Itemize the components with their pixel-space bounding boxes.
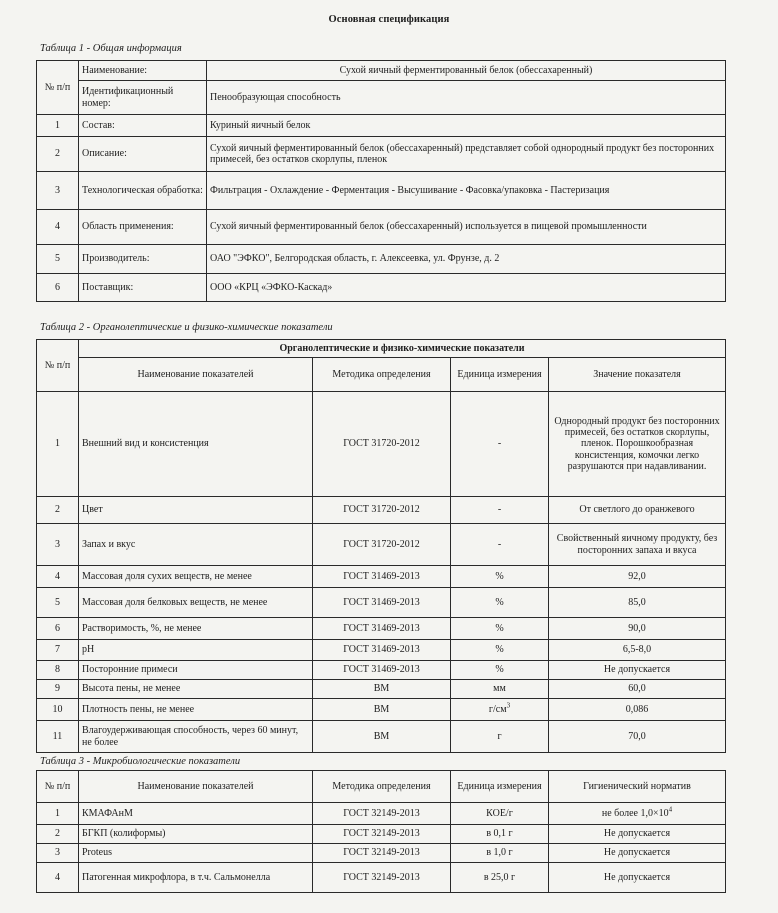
table1-caption: Таблица 1 - Общая информация: [40, 43, 182, 54]
row-method: ГОСТ 31469-2013: [313, 566, 451, 588]
row-name: Влагоудерживающая способность, через 60 минут, не более: [79, 721, 313, 753]
row-unit: -: [451, 497, 549, 524]
row-method: ГОСТ 31720-2012: [313, 392, 451, 497]
row-value: Сухой яичный ферментированный белок (обессахаренный) представляет собой однородный продукт без посторонних примесей, без остатков скорлупы, пленок: [207, 137, 726, 172]
table-row: [37, 825, 726, 844]
value-superscript: 4: [668, 805, 673, 814]
row-name: Proteus: [79, 844, 313, 863]
row-method: ВМ: [313, 680, 451, 699]
row-value: 92,0: [549, 566, 726, 588]
row-value: Сухой яичный ферментированный белок (обессахаренный): [207, 61, 726, 81]
row-unit: КОЕ/г: [451, 803, 549, 825]
row-unit: -: [451, 392, 549, 497]
row-num: 9: [37, 680, 79, 699]
row-value: [549, 803, 726, 825]
table-row: [37, 245, 726, 274]
row-value: Пенообразующая способность: [207, 81, 726, 115]
row-value: 6,5-8,0: [549, 640, 726, 661]
row-num: 1: [37, 392, 79, 497]
row-method: ГОСТ 31469-2013: [313, 618, 451, 640]
row-num: 5: [37, 245, 79, 274]
table-row: [37, 137, 726, 172]
table-row: [37, 524, 726, 566]
row-num: 11: [37, 721, 79, 753]
table-row: [37, 661, 726, 680]
row-name: Патогенная микрофлора, в т.ч. Сальмонелла: [79, 863, 313, 893]
row-name: Высота пены, не менее: [79, 680, 313, 699]
row-value: Не допускается: [549, 825, 726, 844]
table-row: [37, 274, 726, 302]
row-unit: -: [451, 524, 549, 566]
num-header: № п/п: [37, 771, 79, 803]
microbiological-table: [36, 770, 726, 893]
row-value: Однородный продукт без посторонних примесей, без остатков скорлупы, пленок. Порошкообразная консистенция, комочки легко разрушаются при надавливании.: [549, 392, 726, 497]
row-unit: мм: [451, 680, 549, 699]
value-header: Значение показателя: [549, 358, 726, 392]
row-method: ГОСТ 32149-2013: [313, 844, 451, 863]
row-label: Состав:: [79, 115, 207, 137]
value-header: Гигиенический норматив: [549, 771, 726, 803]
unit-header: Единица измерения: [451, 771, 549, 803]
row-name: pH: [79, 640, 313, 661]
row-unit: в 1,0 г: [451, 844, 549, 863]
row-unit: г: [451, 721, 549, 753]
table-row: [37, 497, 726, 524]
row-label: Поставщик:: [79, 274, 207, 302]
table-row: [37, 699, 726, 721]
table-header-row: [37, 340, 726, 358]
row-unit: [451, 699, 549, 721]
row-num: 6: [37, 618, 79, 640]
table-header-row: [37, 358, 726, 392]
unit-header: Единица измерения: [451, 358, 549, 392]
row-unit: в 25,0 г: [451, 863, 549, 893]
table-row: [37, 210, 726, 245]
row-value: Свойственный яичному продукту, без посторонних запаха и вкуса: [549, 524, 726, 566]
row-label: Область применения:: [79, 210, 207, 245]
table-row: [37, 721, 726, 753]
row-num: 10: [37, 699, 79, 721]
row-num: 4: [37, 210, 79, 245]
num-header: № п/п: [37, 61, 79, 115]
row-num: 3: [37, 172, 79, 210]
row-unit: %: [451, 640, 549, 661]
row-num: 1: [37, 115, 79, 137]
row-unit: в 0,1 г: [451, 825, 549, 844]
table-row: [37, 863, 726, 893]
row-label: Наименование:: [79, 61, 207, 81]
row-method: ГОСТ 31469-2013: [313, 640, 451, 661]
table-row: [37, 680, 726, 699]
row-value: Сухой яичный ферментированный белок (обессахаренный) используется в пищевой промышленности: [207, 210, 726, 245]
row-unit: %: [451, 588, 549, 618]
general-info-table: [36, 60, 726, 302]
row-num: 1: [37, 803, 79, 825]
row-method: ВМ: [313, 699, 451, 721]
name-header: Наименование показателей: [79, 358, 313, 392]
method-header: Методика определения: [313, 358, 451, 392]
row-num: 4: [37, 863, 79, 893]
row-value: 0,086: [549, 699, 726, 721]
row-num: 6: [37, 274, 79, 302]
table2-caption: Таблица 2 - Органолептические и физико-химические показатели: [40, 322, 333, 333]
row-name: КМАФАнМ: [79, 803, 313, 825]
row-value: Не допускается: [549, 661, 726, 680]
row-num: 8: [37, 661, 79, 680]
row-unit: %: [451, 661, 549, 680]
table-row: [37, 566, 726, 588]
table-row: [37, 172, 726, 210]
row-num: 5: [37, 588, 79, 618]
row-value: Куриный яичный белок: [207, 115, 726, 137]
table-row: [37, 640, 726, 661]
row-unit: %: [451, 618, 549, 640]
row-value: 60,0: [549, 680, 726, 699]
table-header-row: [37, 771, 726, 803]
row-value: ООО «КРЦ «ЭФКО-Каскад»: [207, 274, 726, 302]
unit-superscript: 3: [506, 701, 511, 710]
row-num: 2: [37, 825, 79, 844]
table-row: [37, 392, 726, 497]
row-unit: %: [451, 566, 549, 588]
organoleptic-table: [36, 339, 726, 753]
row-name: Цвет: [79, 497, 313, 524]
table-row: [37, 844, 726, 863]
row-label: Технологическая обработка:: [79, 172, 207, 210]
row-value: Не допускается: [549, 863, 726, 893]
row-method: ГОСТ 31720-2012: [313, 524, 451, 566]
table-row: [37, 61, 726, 81]
table-row: [37, 803, 726, 825]
row-method: ГОСТ 31720-2012: [313, 497, 451, 524]
row-value: 90,0: [549, 618, 726, 640]
row-value: Не допускается: [549, 844, 726, 863]
row-label: Производитель:: [79, 245, 207, 274]
row-value: 85,0: [549, 588, 726, 618]
row-method: ГОСТ 32149-2013: [313, 803, 451, 825]
row-name: Внешний вид и консистенция: [79, 392, 313, 497]
row-num: 3: [37, 524, 79, 566]
value-text: не более 1,0×10: [601, 807, 669, 819]
row-value: ОАО "ЭФКО", Белгородская область, г. Алексеевка, ул. Фрунзе, д. 2: [207, 245, 726, 274]
row-num: 4: [37, 566, 79, 588]
row-method: ГОСТ 31469-2013: [313, 661, 451, 680]
row-value: 70,0: [549, 721, 726, 753]
row-name: Плотность пены, не менее: [79, 699, 313, 721]
table-row: [37, 588, 726, 618]
row-method: ВМ: [313, 721, 451, 753]
row-method: ГОСТ 32149-2013: [313, 863, 451, 893]
row-value: От светлого до оранжевого: [549, 497, 726, 524]
method-header: Методика определения: [313, 771, 451, 803]
row-num: 2: [37, 137, 79, 172]
row-name: Растворимость, %, не менее: [79, 618, 313, 640]
unit-text: г/см: [488, 703, 507, 715]
table3-caption: Таблица 3 - Микробиологические показатели: [40, 756, 241, 767]
table-row: [37, 81, 726, 115]
row-name: БГКП (колиформы): [79, 825, 313, 844]
name-header: Наименование показателей: [79, 771, 313, 803]
row-num: 3: [37, 844, 79, 863]
num-header: № п/п: [37, 340, 79, 392]
document-title: Основная спецификация: [328, 14, 450, 25]
row-label: Описание:: [79, 137, 207, 172]
row-name: Массовая доля сухих веществ, не менее: [79, 566, 313, 588]
row-method: ГОСТ 31469-2013: [313, 588, 451, 618]
group-header: Органолептические и физико-химические показатели: [79, 340, 726, 358]
table-row: [37, 618, 726, 640]
row-value: Фильтрация - Охлаждение - Ферментация - Высушивание - Фасовка/упаковка - Пастеризация: [207, 172, 726, 210]
row-num: 7: [37, 640, 79, 661]
row-name: Посторонние примеси: [79, 661, 313, 680]
row-method: ГОСТ 32149-2013: [313, 825, 451, 844]
row-name: Запах и вкус: [79, 524, 313, 566]
row-num: 2: [37, 497, 79, 524]
row-label: Идентификационный номер:: [79, 81, 207, 115]
row-name: Массовая доля белковых веществ, не менее: [79, 588, 313, 618]
table-row: [37, 115, 726, 137]
